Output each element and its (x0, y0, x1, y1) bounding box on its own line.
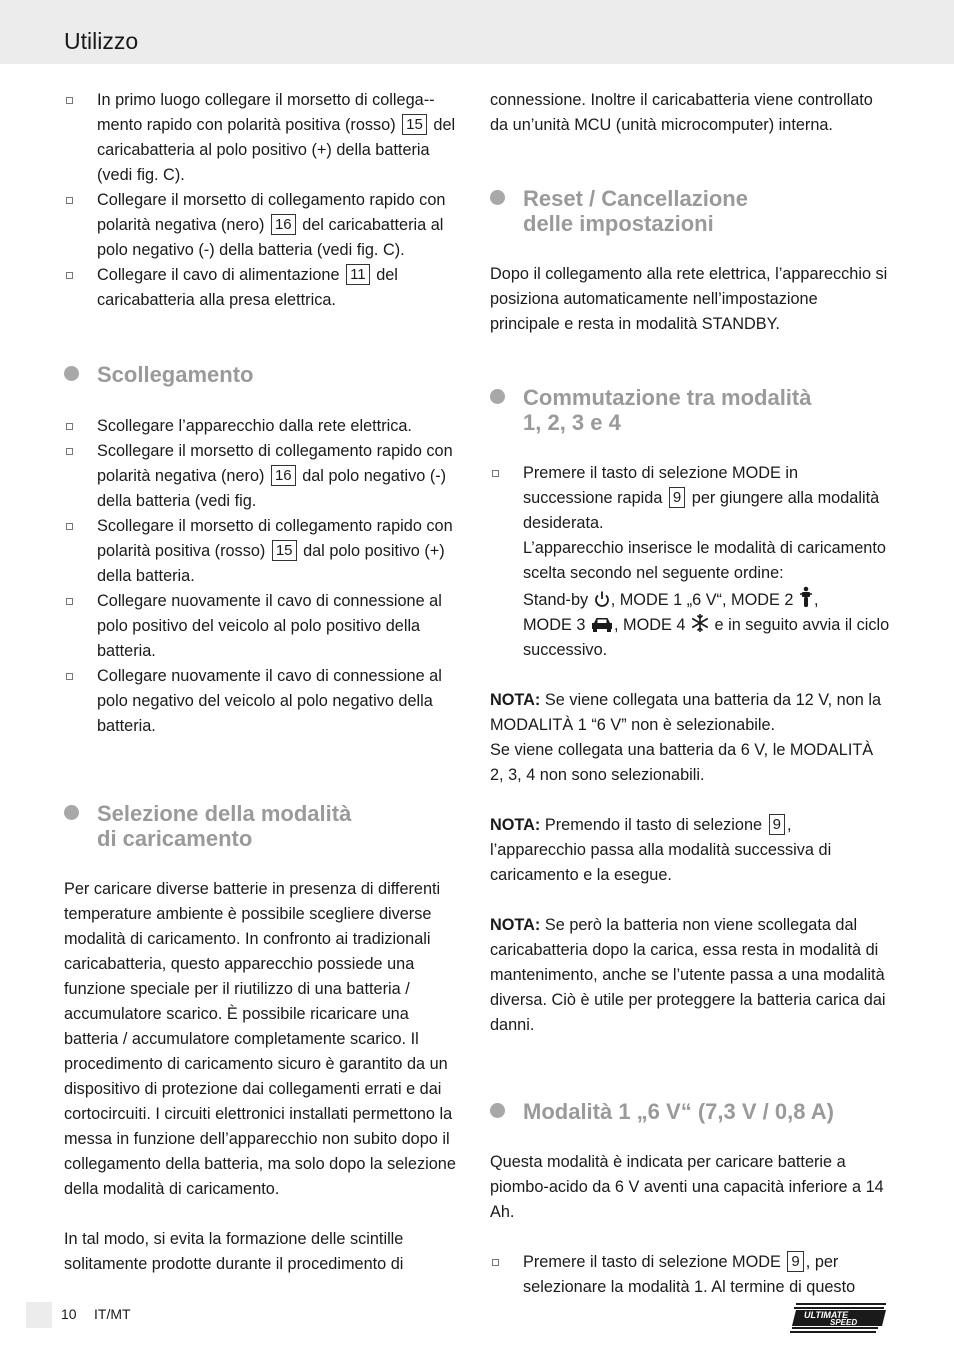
list-item: In primo luogo collegare il morsetto di collega-mento rapido con polarità positiva (rosso) 15 del caricabatteria al polo positivo (+) della batteria (vedi fig. C). (64, 88, 464, 188)
section-bullet-icon (490, 389, 505, 404)
commutazione-list (490, 461, 890, 663)
page-title: Utilizzo (64, 28, 139, 54)
ref-number: 15 (272, 540, 297, 561)
header-band (0, 0, 954, 64)
section-bullet-icon (64, 366, 79, 381)
svg-text:SPEED: SPEED (830, 1318, 858, 1327)
section-heading-scollegamento: Scollegamento (64, 362, 464, 387)
ref-number: 9 (787, 1251, 803, 1272)
list-item: Scollegare il morsetto di collegamento rapido con polarità negativa (nero) 16 dal polo negativo (-) della batteria (vedi fig. (64, 439, 464, 514)
paragraph: Per caricare diverse batterie in presenza di differenti temperature ambiente è possibile scegliere diverse modalità di caricamento. In confronto ai tradizionali caricabatteria, questo apparecchio possiede una funzione speciale per il riutilizzo di una batteria / accumulatore scarico. È possibile ricaricare una batteria / accumulatore completamente scarico. Il procedimento di caricamento sicuro è garantito da un dispositivo di protezione dai collegamenti errati e dai cortocircuiti. I circuiti elettronici installati permettono la messa in funzione dell’apparecchio non subito dopo il collegamento della batteria, ma solo dopo la selezione della modalità di caricamento. (64, 880, 456, 1198)
bullet-square-icon (492, 1259, 499, 1266)
left-column (64, 88, 464, 1277)
bullet-square-icon (66, 423, 73, 430)
paragraph: connessione. Inoltre il caricabatteria viene controllato da un’unità MCU (unità microcomputer) interna. (490, 91, 873, 134)
section-heading-selezione: Selezione della modalità di caricamento (64, 801, 464, 851)
page-number: 10 (61, 1306, 77, 1322)
bullet-square-icon (66, 598, 73, 605)
bullet-square-icon (66, 197, 73, 204)
list-item: Scollegare l’apparecchio dalla rete elettrica. (64, 414, 464, 439)
ref-number: 15 (402, 114, 427, 135)
ref-number: 9 (769, 814, 785, 835)
right-column (490, 88, 890, 1300)
modalita1-list (490, 1250, 890, 1300)
list-item: Scollegare il morsetto di collegamento rapido con polarità positiva (rosso) 15 dal polo positivo (+) della batteria. (64, 514, 464, 589)
ref-number: 16 (271, 465, 296, 486)
paragraph: In tal modo, si evita la formazione delle scintille solitamente prodotte durante il procedimento di (64, 1230, 404, 1273)
list-item: Collegare il morsetto di collegamento rapido con polarità negativa (nero) 16 del caricabatteria al polo negativo (-) della batteria (vedi fig. C). (64, 188, 464, 263)
section-heading-commutazione: Commutazione tra modalità 1, 2, 3 e 4 (490, 385, 890, 435)
ref-number: 11 (346, 264, 370, 285)
paragraph: Dopo il collegamento alla rete elettrica, l’apparecchio si posiziona automaticamente nell’impostazione principale e resta in modalità STANDBY. (490, 265, 888, 333)
ref-number: 9 (669, 487, 685, 508)
paragraph: Questa modalità è indicata per caricare batterie a piombo-acido da 6 V aventi una capacità inferiore a 14 Ah. (490, 1153, 884, 1221)
bullet-square-icon (66, 523, 73, 530)
section-heading-reset: Reset / Cancellazione delle impostazioni (490, 186, 890, 236)
footer-tab (26, 1302, 52, 1328)
section-bullet-icon (490, 1103, 505, 1118)
note-paragraph: NOTA: Se viene collegata una batteria da 12 V, non la MODALITÀ 1 “6 V” non è selezionabile. Se viene collegata una batteria da 6 V, le MODALITÀ 2, 3, 4 non sono selezionabili. (490, 691, 882, 784)
svg-text:ULTIMATE: ULTIMATE (804, 1310, 849, 1320)
list-item: Collegare nuovamente il cavo di connessione al polo positivo del veicolo al polo positivo della batteria. (64, 589, 464, 664)
snowflake-icon (690, 613, 710, 633)
bullet-square-icon (66, 448, 73, 455)
section-bullet-icon (64, 805, 79, 820)
intro-list (64, 88, 464, 313)
list-item: Collegare il cavo di alimentazione 11 del caricabatteria alla presa elettrica. (64, 263, 464, 313)
note-paragraph: NOTA: Se però la batteria non viene scollegata dal caricabatteria dopo la carica, essa resta in modalità di mantenimento, anche se l’utente passa a una modalità diversa. Ciò è utile per proteggere la batteria carica dai danni. (490, 916, 886, 1034)
list-item: Premere il tasto di selezione MODE in successione rapida 9 per giungere alla modalità desiderata. L’apparecchio inserisce le modalità di caricamento scelta secondo nel seguente ordine: Stand-by , MODE 1 „6 V“, MODE 2 , MODE 3 , MODE 4 e in seguito avvia il ciclo successivo. (490, 461, 890, 663)
list-item: Collegare nuovamente il cavo di connessione al polo negativo del veicolo al polo negativo della batteria. (64, 664, 464, 739)
bullet-square-icon (66, 272, 73, 279)
ultimate-speed-logo (790, 1300, 892, 1334)
bullet-square-icon (492, 470, 499, 477)
language-code: IT/MT (94, 1306, 131, 1322)
ref-number: 16 (271, 214, 296, 235)
scollegamento-list (64, 414, 464, 739)
bullet-square-icon (66, 673, 73, 680)
section-bullet-icon (490, 190, 505, 205)
list-item: Premere il tasto di selezione MODE 9 , per selezionare la modalità 1. Al termine di questo (490, 1250, 890, 1300)
bullet-square-icon (66, 97, 73, 104)
section-heading-modalita1: Modalità 1 „6 V“ (7,3 V / 0,8 A) (490, 1099, 890, 1124)
motorcycle-icon (798, 586, 814, 608)
power-icon (593, 590, 611, 608)
note-paragraph: NOTA: Premendo il tasto di selezione 9 , l’apparecchio passa alla modalità successiva di caricamento e la esegue. (490, 816, 832, 884)
car-icon (590, 615, 614, 633)
